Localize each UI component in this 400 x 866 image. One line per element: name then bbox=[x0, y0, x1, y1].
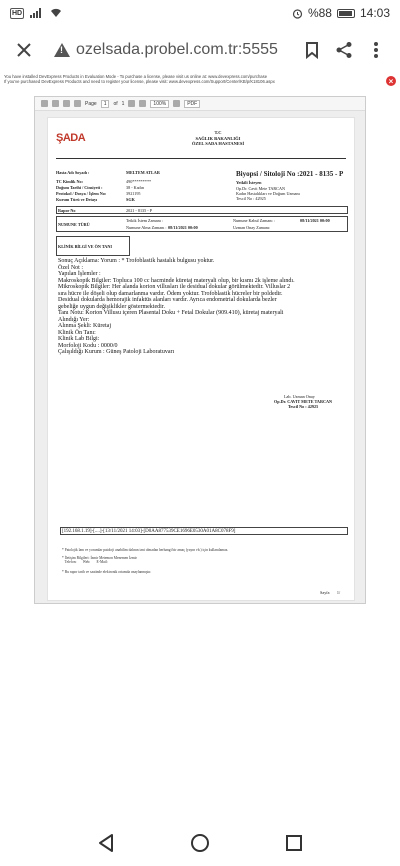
notice-line-1: You have installed DevExpress Products in Evaluation Mode - To purchase a license, please visit us online at: www.devexpress.com/purchase bbox=[4, 74, 268, 79]
body-line: Alınma Şekli: Küretaj bbox=[58, 323, 111, 329]
patient-label: Protokol / Dosya / İşlem No: bbox=[56, 191, 107, 196]
numune-label: NUMUNE TÜRÜ bbox=[58, 222, 90, 227]
prev-page-icon[interactable] bbox=[74, 100, 81, 107]
more-icon bbox=[373, 41, 379, 59]
viewer-toolbar bbox=[35, 97, 365, 111]
header-line: ÖZEL SADA HASTANESİ bbox=[191, 141, 245, 146]
signature-tescil: Tescil No : 42925 bbox=[288, 404, 319, 409]
more-menu-button[interactable] bbox=[360, 34, 392, 66]
logo-text: ŞADA bbox=[56, 132, 86, 144]
body-line: Yapılan İşlemler : bbox=[58, 271, 101, 277]
patient-label: Doğum Tarihi / Cinsiyeti : bbox=[56, 185, 103, 190]
body-line: Sonuç Açıklama: Yorum : * Trofoblastik hastalık bulgusu yoktur. bbox=[58, 258, 215, 264]
patient-value: MELTEM ATLAR bbox=[126, 170, 160, 175]
alma-value: 08/11/2021 00:00 bbox=[168, 225, 198, 230]
body-line: Mikroskopik Bilgiler: Her alanda korion villusları ile desidual dokular görülmektedir. Villuslar 2 bbox=[58, 284, 291, 290]
network-type-badge: HD bbox=[12, 9, 23, 17]
report-viewer bbox=[34, 96, 366, 604]
body-line: Tanı Notu: Korion Villusu içeren Plasental Doku + Fetal Dokular (909.410), küretaj materyali bbox=[58, 310, 284, 316]
clock: 14:03 bbox=[359, 6, 390, 20]
battery-icon bbox=[337, 9, 355, 18]
header-line: T.C bbox=[214, 130, 222, 135]
patient-value: 3921195 bbox=[126, 191, 141, 196]
patient-label: Hasta Adı Soyadı : bbox=[56, 170, 90, 175]
address-field[interactable] bbox=[54, 41, 296, 59]
report-hash-line: [192.168.1.19]-[....]-[13/11/2021 14:03]-[D0AA877539CE1696E0530A01A8C078F9] bbox=[60, 527, 348, 535]
zoom-select[interactable]: 100% bbox=[150, 100, 169, 108]
report-page bbox=[47, 117, 355, 601]
notice-line-2: If you've purchased DevExpress Products and need to register your license, please visit: www.devexpress.com/Support/Center/KB/p/K18106.aspx bbox=[4, 79, 275, 84]
alarm-icon bbox=[292, 8, 303, 19]
bookmark-button[interactable] bbox=[296, 34, 328, 66]
evaluation-notice bbox=[0, 74, 400, 88]
doctor-name: Op.Dr. Cavit Mete TARCAN bbox=[236, 186, 286, 191]
footnote: * İletişim Bilgileri: İzmir Metemon Menemen İzmir bbox=[62, 556, 137, 560]
page-footer: Sayfa 1/ bbox=[320, 590, 341, 595]
body-line: sıra hücre ile döşeli olup damarlanma vardır. Ödem yoktur. Trofoblastik hücreler bir poldedir. bbox=[58, 290, 283, 297]
save-icon[interactable] bbox=[173, 100, 180, 107]
body-line: gebeliğe uygun değişiklikler göstermektedir. bbox=[58, 303, 165, 310]
format-select[interactable]: PDF bbox=[184, 100, 200, 108]
system-nav-bar bbox=[0, 820, 400, 866]
rapor-no-row bbox=[56, 206, 348, 214]
rapor-no-label: Rapor No bbox=[58, 207, 76, 213]
page-label: Page bbox=[85, 100, 97, 107]
signature-name: Op.Dr. CAVIT METE TARCAN bbox=[274, 399, 333, 404]
body-line: Alındığı Yer: bbox=[58, 316, 90, 323]
patient-value: 490********* bbox=[126, 179, 152, 184]
next-page-icon[interactable] bbox=[128, 100, 135, 107]
doctor-title: Kadın Hastalıkları ve Doğum Uzmanı bbox=[236, 191, 300, 196]
signature-heading: Lab. Uzman Onay bbox=[284, 394, 315, 399]
doctor-heading: Yetkili İsteyen bbox=[236, 180, 262, 185]
battery-percent: %88 bbox=[307, 6, 332, 20]
status-bar bbox=[0, 0, 400, 26]
share-button[interactable] bbox=[328, 34, 360, 66]
patient-value: 38 - Kadın bbox=[126, 185, 144, 190]
body-line: Makroskopik Bilgiler: Topluca 100 cc hacminde küretaj materyali olup, bir kısmı 2k işleme alındı. bbox=[58, 277, 295, 284]
body-line: Özel Not : bbox=[58, 264, 83, 271]
report-title: Biyopsi / Sitoloji No :2021 - 8135 - P bbox=[236, 170, 344, 178]
last-page-icon[interactable] bbox=[139, 100, 146, 107]
alma-label: Numune Alma Zamanı : bbox=[126, 225, 167, 230]
onay-label: Uzman Onay Zamanı: bbox=[233, 225, 271, 230]
page-number-input[interactable]: 1 bbox=[101, 100, 110, 108]
body-line: Çalışıldığı Kurum : Güneş Patoloji Laboratuvarı bbox=[58, 349, 175, 355]
header-line: SAĞLIK BAKANLIĞI bbox=[195, 135, 241, 141]
warning-icon[interactable] bbox=[54, 43, 70, 57]
wifi-icon bbox=[50, 8, 62, 18]
footnote: * Bu rapor tarih ve saatinde elektronik ortamda onaylanmıştır. bbox=[62, 570, 152, 574]
total-pages: 1 bbox=[121, 100, 125, 107]
rapor-no-value: 2021 - 8135 - P bbox=[126, 207, 153, 213]
hospital-logo bbox=[56, 132, 85, 144]
body-line: Klinik Ön Tanı: bbox=[58, 329, 96, 336]
first-page-icon[interactable] bbox=[63, 100, 70, 107]
patient-label: Kurum Türü ve Detayı bbox=[56, 197, 98, 202]
footnote: Telefon: Web: E-Mail: bbox=[62, 560, 108, 564]
signal-icon bbox=[30, 8, 44, 18]
kabul-label: Numune Kabul Zamanı : bbox=[233, 218, 275, 223]
recents-icon[interactable] bbox=[285, 834, 303, 852]
klinik-label: KLİNİK BİLGİ VE ÖN TANI bbox=[58, 244, 112, 249]
kabul-value: 08/11/2021 00:00 bbox=[300, 218, 330, 223]
body-line: Desidual dokularda hemorajik infaktüs alanları vardır. Ayrıca endometrial dokularda bezler bbox=[58, 297, 277, 303]
istem-label: Tetkik İstem Zamanı : bbox=[126, 218, 164, 223]
divider bbox=[56, 158, 346, 159]
back-icon[interactable] bbox=[97, 833, 115, 853]
body-line: Morfoloji Kodu : 0000/0 bbox=[58, 342, 118, 349]
notice-close-button[interactable] bbox=[386, 76, 396, 86]
close-tab-button[interactable] bbox=[8, 34, 40, 66]
print-icon[interactable] bbox=[41, 100, 48, 107]
url-text: ozelsada.probel.com.tr:5555 bbox=[76, 41, 278, 58]
bookmark-icon bbox=[305, 41, 319, 59]
patient-value: SGK bbox=[126, 197, 135, 202]
browser-url-bar bbox=[0, 26, 400, 74]
close-icon: × bbox=[388, 76, 394, 86]
print-page-icon[interactable] bbox=[52, 100, 59, 107]
home-icon[interactable] bbox=[190, 833, 210, 853]
share-icon bbox=[335, 41, 353, 59]
report-header bbox=[168, 130, 268, 147]
doctor-tescil: Tescil No : 42925 bbox=[236, 196, 266, 201]
of-label: of bbox=[113, 100, 118, 107]
patient-label: TC Kimlik No: bbox=[56, 179, 83, 184]
close-icon bbox=[16, 42, 32, 58]
body-line: Klinik Lab Bilgi: bbox=[58, 336, 100, 342]
footnote: * Patolojik lam ve yorumlar patoloji anabilim dalının izni olmadan herhangi bir amaç (yayın vb.) için kullanılamaz. bbox=[62, 548, 229, 552]
